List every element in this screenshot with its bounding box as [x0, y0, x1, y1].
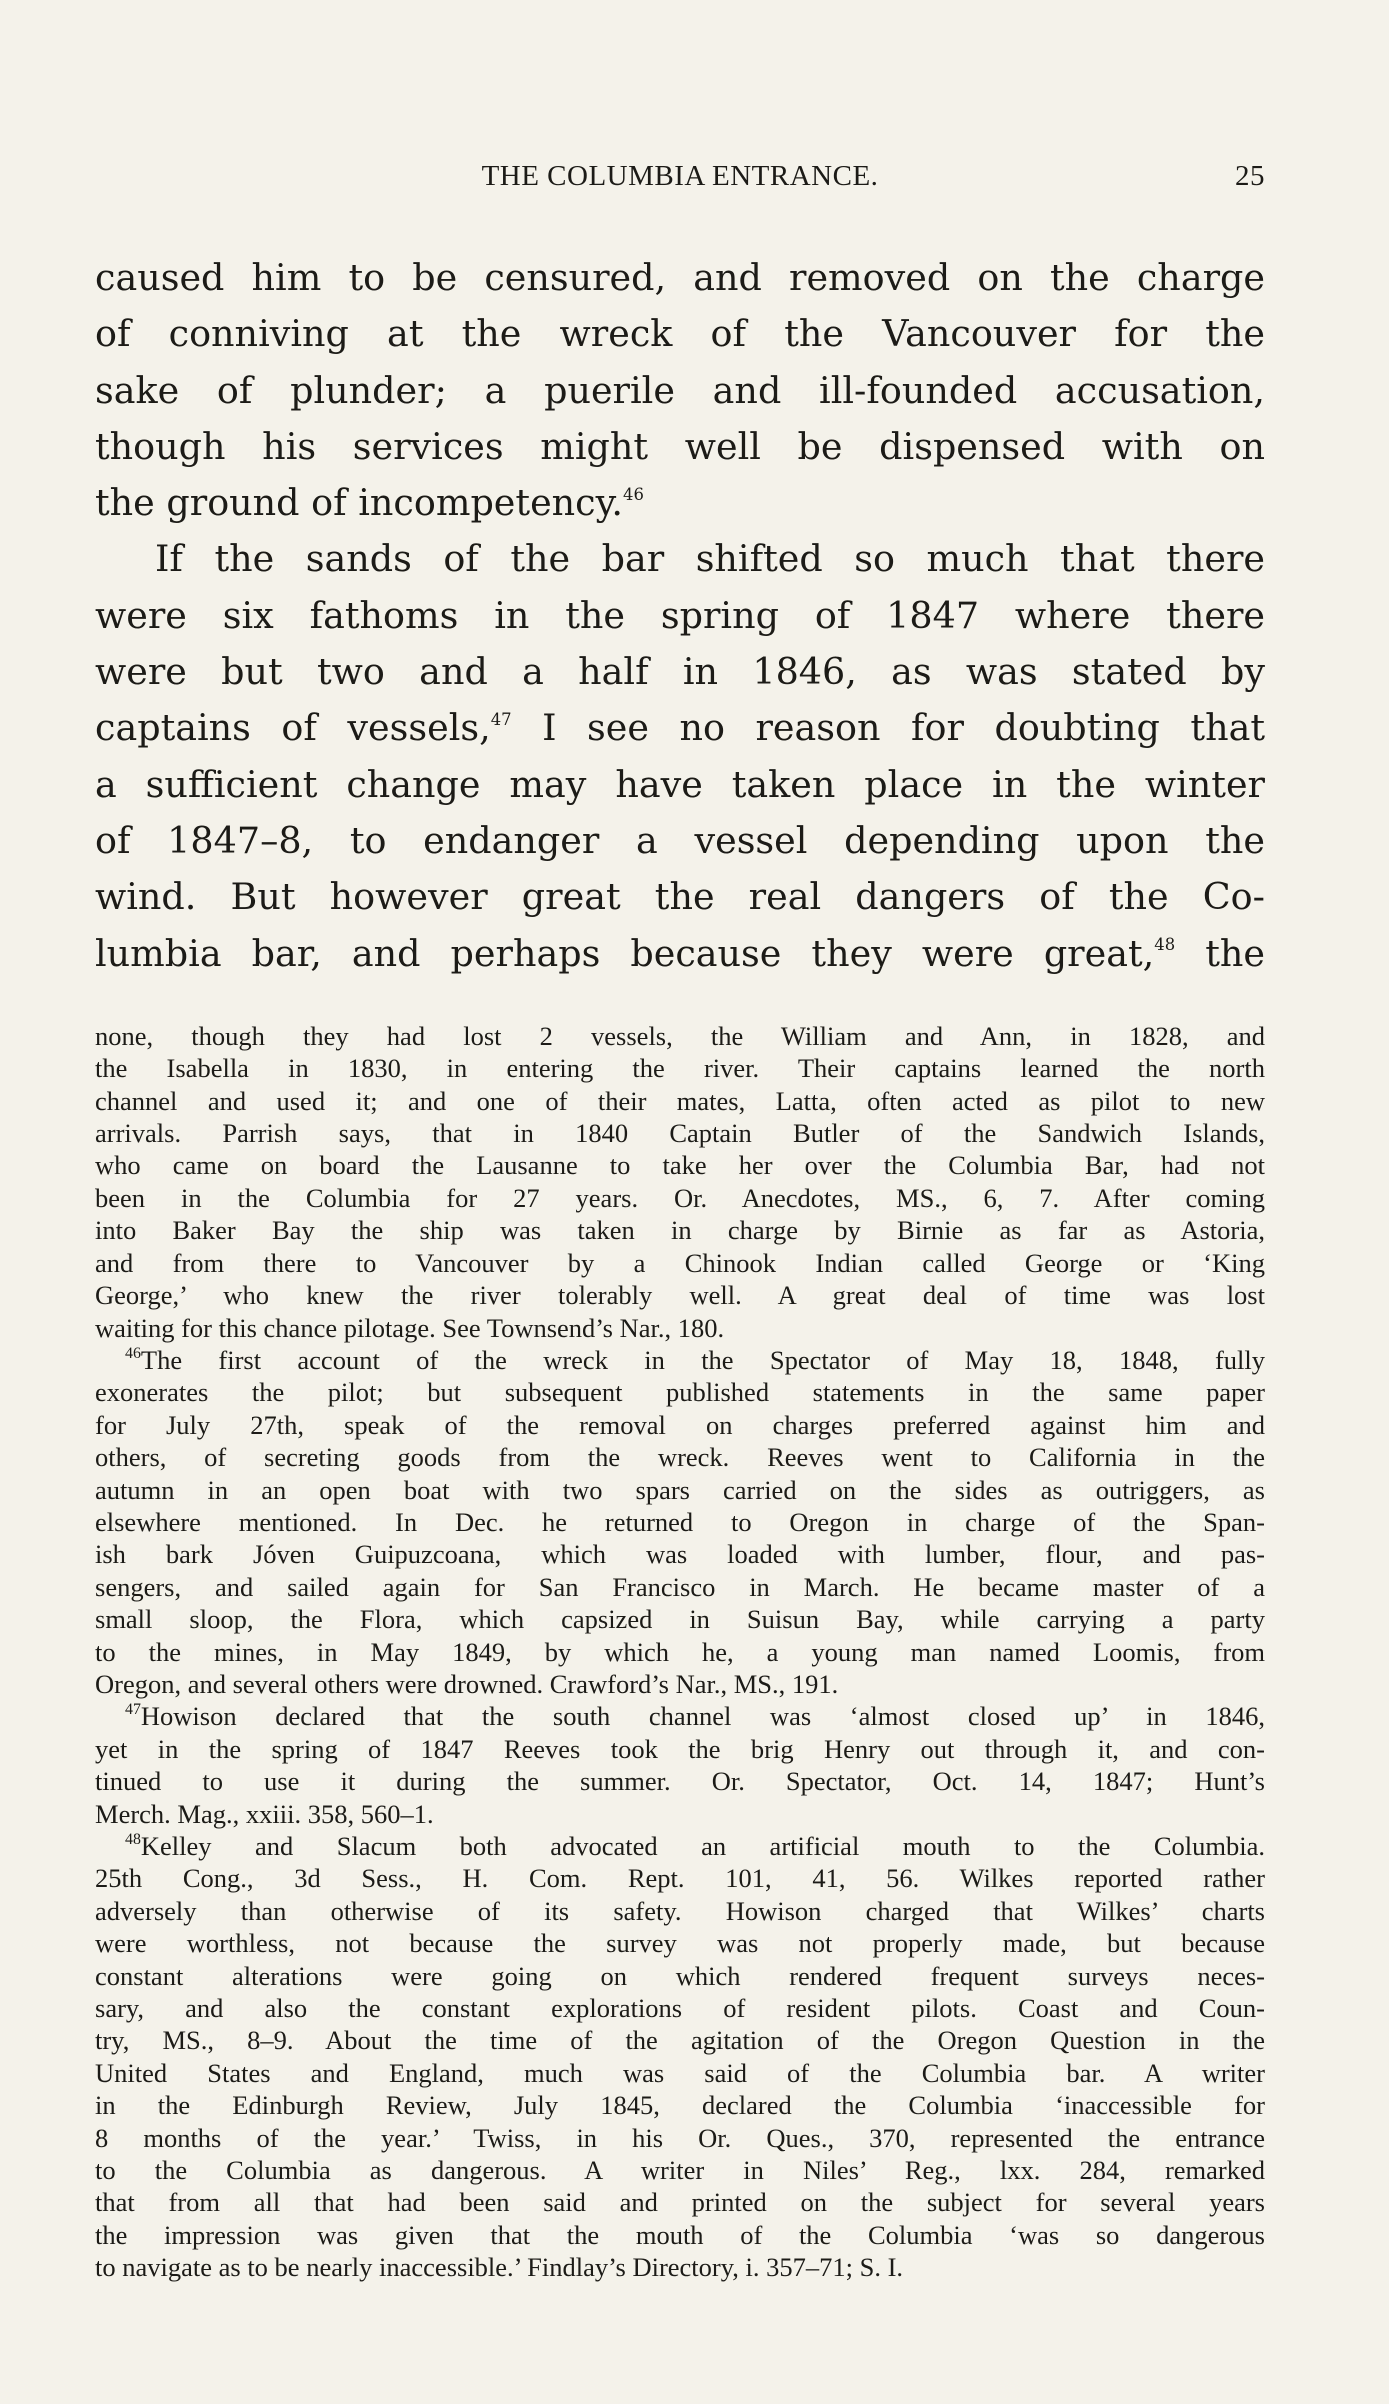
footnote-line: been in the Columbia for 27 years. Or. Anecdotes, MS., 6, 7. After coming [95, 1182, 1265, 1213]
footnote-ref[interactable]: 47 [490, 709, 512, 729]
footnote-line: 8 months of the year.’ Twiss, in his Or. Ques., 370, represented the entrance [95, 2122, 1265, 2153]
footnote-marker: 48 [125, 1830, 141, 1848]
footnote-line: autumn in an open boat with two spars carried on the sides as outriggers, as [95, 1474, 1265, 1505]
footnote-text: The first account of the wreck in the Spectator of May 18, 1848, fully [140, 1344, 1265, 1375]
footnote-line: sary, and also the constant explorations of resident pilots. Coast and Coun- [95, 1993, 1265, 2024]
footnote-line: exonerates the pilot; but subsequent published statements in the same paper [95, 1377, 1265, 1408]
footnote-line: in the Edinburgh Review, July 1845, declared the Columbia ‘inaccessible for [95, 2090, 1265, 2121]
footnote-line: Merch. Mag., xxiii. 358, 560–1. [95, 1798, 434, 1829]
footnote-marker: 46 [125, 1344, 141, 1362]
footnote-line: the Isabella in 1830, in entering the river. Their captains learned the north [95, 1053, 1265, 1084]
footnote-marker: 47 [125, 1701, 141, 1719]
footnote-line: waiting for this chance pilotage. See Townsend’s Nar., 180. [95, 1312, 725, 1343]
footnote-line: to the mines, in May 1849, by which he, a young man named Loomis, from [95, 1636, 1265, 1667]
footnote-line: others, of secreting goods from the wreck. Reeves went to California in the [95, 1442, 1265, 1473]
body-line-text: the ground of incompetency. [95, 481, 624, 525]
footnote-line: ish bark Jóven Guipuzcoana, which was loaded with lumber, flour, and pas- [95, 1539, 1265, 1570]
body-line: of conniving at the wreck of the Vancouver for the [95, 312, 1265, 356]
body-line-text: captains of vessels, [95, 706, 491, 750]
footnote-line: 25th Cong., 3d Sess., H. Com. Rept. 101, 41, 56. Wilkes reported rather [95, 1863, 1265, 1894]
footnotes [95, 1020, 1265, 2284]
footnote-line: arrivals. Parrish says, that in 1840 Captain Butler of the Sandwich Islands, [95, 1118, 1265, 1149]
page [95, 160, 1265, 2284]
footnote-line: United States and England, much was said of the Columbia bar. A writer [95, 2057, 1265, 2088]
footnote-line: who came on board the Lausanne to take her over the Columbia Bar, had not [95, 1150, 1265, 1181]
footnote-line [95, 1830, 1265, 1862]
body-line-text: I see no reason for doubting that [511, 706, 1265, 750]
footnote-text: Kelley and Slacum both advocated an artificial mouth to the Columbia. [140, 1831, 1265, 1862]
body-line: of 1847–8, to endanger a vessel depending upon the [95, 818, 1265, 862]
body-line: a sufficient change may have taken place in the winter [95, 762, 1265, 806]
body-line: were but two and a half in 1846, as was stated by [95, 650, 1265, 694]
body-line: If the sands of the bar shifted so much that there [155, 537, 1265, 581]
page-number: 25 [1235, 160, 1265, 192]
footnote-line: and from there to Vancouver by a Chinook Indian called George or ‘King [95, 1247, 1265, 1278]
footnote-line: elsewhere mentioned. In Dec. he returned to Oregon in charge of the Span- [95, 1506, 1265, 1537]
body-line: were six fathoms in the spring of 1847 where there [95, 593, 1265, 637]
body-line [95, 700, 1265, 756]
body-line [95, 475, 1265, 531]
footnote-line: channel and used it; and one of their mates, Latta, often acted as pilot to new [95, 1085, 1265, 1116]
running-head [95, 160, 1265, 210]
footnote-line: George,’ who knew the river tolerably well. A great deal of time was lost [95, 1280, 1265, 1311]
footnote-line: into Baker Bay the ship was taken in charge by Birnie as far as Astoria, [95, 1215, 1265, 1246]
body-line [95, 926, 1265, 982]
footnote-line: sengers, and sailed again for San Francisco in March. He became master of a [95, 1571, 1265, 1602]
footnote-line [95, 1700, 1265, 1732]
running-title: THE COLUMBIA ENTRANCE. [481, 160, 879, 192]
footnote-line [95, 1344, 1265, 1376]
footnote-ref[interactable]: 46 [623, 484, 644, 504]
footnote-line: to navigate as to be nearly inaccessible.’ Findlay’s Directory, i. 357–71; S. I. [95, 2252, 904, 2283]
footnote-line: none, though they had lost 2 vessels, the William and Ann, in 1828, and [95, 1020, 1265, 1051]
footnote-ref[interactable]: 48 [1154, 934, 1176, 954]
body-line-text: lumbia bar, and perhaps because they were great, [95, 931, 1155, 975]
footnote-line: were worthless, not because the survey was not properly made, but because [95, 1928, 1265, 1959]
footnote-line: constant alterations were going on which rendered frequent surveys neces- [95, 1960, 1265, 1991]
footnote-line: try, MS., 8–9. About the time of the agitation of the Oregon Question in the [95, 2025, 1265, 2056]
footnote-line: yet in the spring of 1847 Reeves took the brig Henry out through it, and con- [95, 1733, 1265, 1764]
footnote-line: the impression was given that the mouth of the Columbia ‘was so dangerous [95, 2219, 1265, 2250]
footnote-line: Oregon, and several others were drowned. Crawford’s Nar., MS., 191. [95, 1668, 839, 1699]
footnote-line: to the Columbia as dangerous. A writer in Niles’ Reg., lxx. 284, remarked [95, 2155, 1265, 2186]
footnote-line: tinued to use it during the summer. Or. Spectator, Oct. 14, 1847; Hunt’s [95, 1766, 1265, 1797]
body-line: wind. But however great the real dangers of the Co- [95, 875, 1265, 919]
body-line-text: the [1175, 931, 1265, 975]
footnote-text: Howison declared that the south channel was ‘almost closed up’ in 1846, [140, 1701, 1265, 1732]
footnote-line: adversely than otherwise of its safety. Howison charged that Wilkes’ charts [95, 1895, 1265, 1926]
body-text [95, 250, 1265, 982]
footnote-line: small sloop, the Flora, which capsized in Suisun Bay, while carrying a party [95, 1604, 1265, 1635]
body-line: though his services might well be dispensed with on [95, 424, 1265, 468]
body-line: caused him to be censured, and removed on the charge [95, 256, 1265, 299]
footnote-line: for July 27th, speak of the removal on charges preferred against him and [95, 1409, 1265, 1440]
footnote-line: that from all that had been said and printed on the subject for several years [95, 2187, 1265, 2218]
body-line: sake of plunder; a puerile and ill-founded accusation, [95, 368, 1265, 412]
